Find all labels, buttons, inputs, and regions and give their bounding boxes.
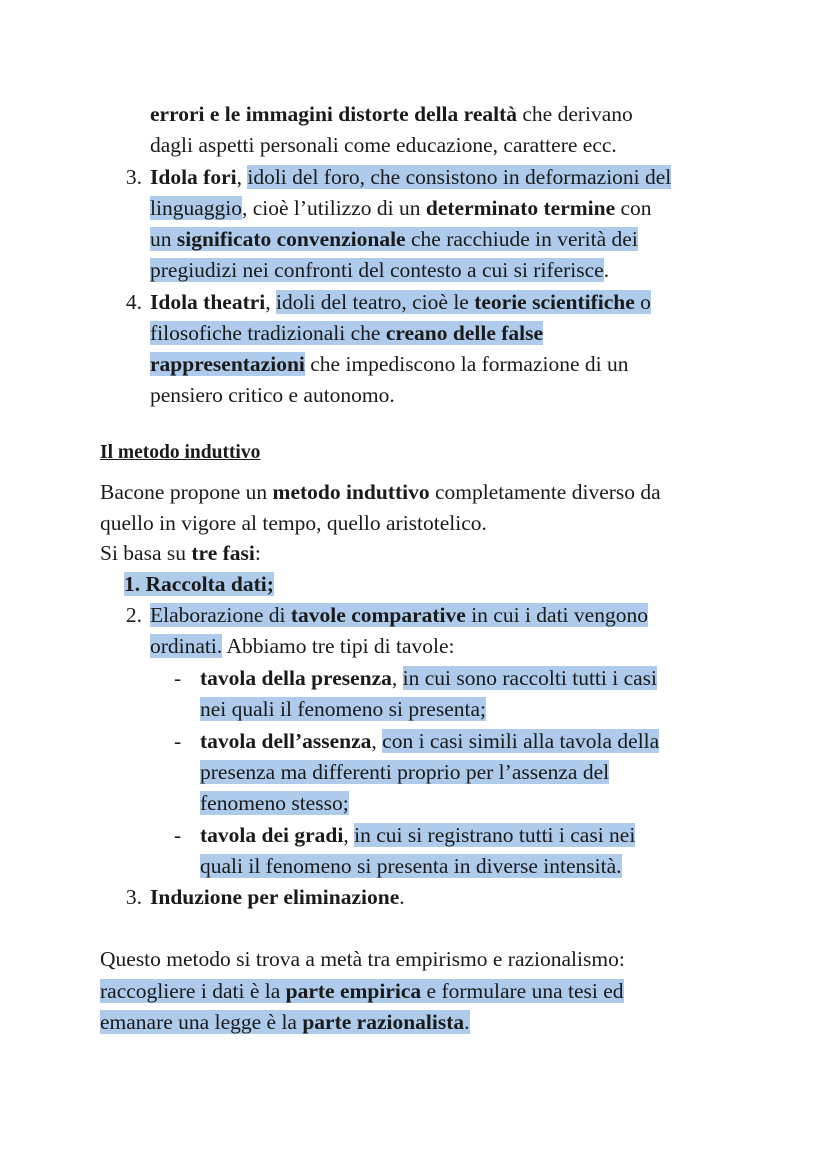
closing-line1: Questo metodo si trova a metà tra empirismo e razionalismo: [100,947,625,971]
table-presence-line1: tavola della presenza, in cui sono raccolti tutti i casi [200,666,658,690]
table-absence-line3: fenomeno stesso; [200,791,349,815]
list-number: 4. [125,290,142,314]
item3-line4: pregiudizi nei confronti del contesto a cui si riferisce. [150,258,610,282]
intro-line3: Si basa su tre fasi: [100,541,261,565]
list-number: 3. [125,885,142,909]
list-number: 2. [125,603,142,627]
closing-line3: emanare una legge è la parte razionalista. [100,1010,470,1034]
table-degrees-line1: tavola dei gradi, in cui si registrano tutti i casi nei [200,823,636,847]
item2-line2: dagli aspetti personali come educazione, carattere ecc. [150,133,617,157]
phase-1: 1. Raccolta dati; [124,572,274,596]
item4-line4: pensiero critico e autonomo. [150,383,395,407]
phase-2-line2: ordinati. Abbiamo tre tipi di tavole: [150,634,455,658]
item3-line2: linguaggio, cioè l’utilizzo di un determinato termine con [150,196,652,220]
closing-line2: raccogliere i dati è la parte empirica e formulare una tesi ed [100,979,624,1003]
bullet-dash: - [174,729,182,753]
item3-line3: un significato convenzionale che racchiude in verità dei [150,227,638,251]
table-absence-line1: tavola dell’assenza, con i casi simili alla tavola della [200,729,660,753]
phase-3: Induzione per eliminazione. [150,885,405,909]
item4-line2: filosofiche tradizionali che creano delle false [150,321,544,345]
phase-2-line1: Elaborazione di tavole comparative in cui i dati vengono [150,603,648,627]
section-heading: Il metodo induttivo [100,442,261,463]
bullet-dash: - [174,666,182,690]
item4-line1: Idola theatri, idoli del teatro, cioè le teorie scientifiche o [150,290,651,314]
item2-line1: errori e le immagini distorte della realtà che derivano [150,102,633,126]
intro-line2: quello in vigore al tempo, quello aristotelico. [100,511,487,535]
table-absence-line2: presenza ma differenti proprio per l’assenza del [200,760,610,784]
bullet-dash: - [174,823,182,847]
intro-line1: Bacone propone un metodo induttivo completamente diverso da [100,480,661,504]
table-degrees-line2: quali il fenomeno si presenta in diverse intensità. [200,854,622,878]
table-presence-line2: nei quali il fenomeno si presenta; [200,697,486,721]
item3-line1: Idola fori, idoli del foro, che consistono in deformazioni del [150,165,672,189]
item4-line3: rappresentazioni che impediscono la formazione di un [150,352,629,376]
list-number: 3. [125,165,142,189]
